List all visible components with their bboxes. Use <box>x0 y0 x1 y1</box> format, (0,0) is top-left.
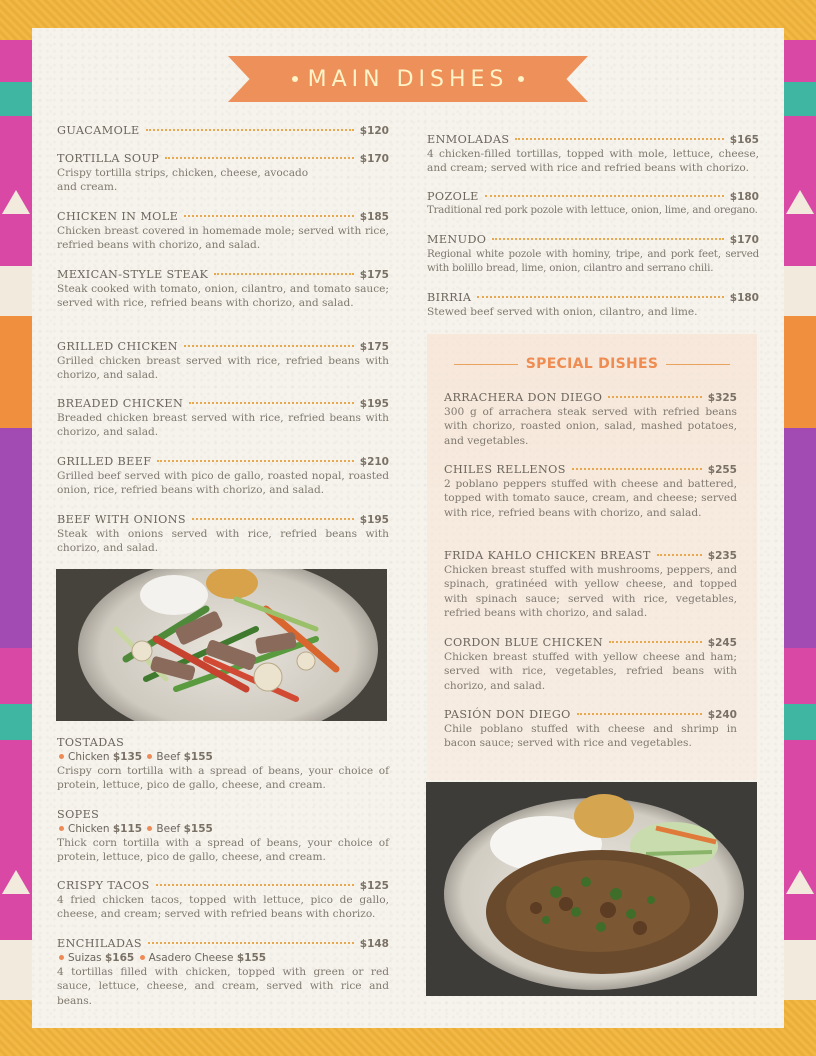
menu-item <box>427 190 759 218</box>
item-name: POZOLE <box>427 190 479 203</box>
menu-item <box>57 268 389 311</box>
divider <box>666 364 730 365</box>
item-price: $255 <box>707 464 737 476</box>
menu-item <box>57 455 389 498</box>
item-name: MEXICAN-STYLE STEAK <box>57 268 209 281</box>
divider <box>454 364 518 365</box>
item-price: $175 <box>359 269 389 281</box>
item-description: 300 g of arrachera steak served with refried beans with chorizo, roasted onion, salad, mashed potatoes, and vegetables. <box>444 406 737 447</box>
item-price: $195 <box>359 398 389 410</box>
dotted-leader <box>485 195 724 197</box>
menu-item <box>57 879 389 922</box>
menu-item <box>57 340 389 383</box>
item-description: Steak with onions served with rice, refried beans with chorizo, and salad. <box>57 528 389 555</box>
menu-item <box>427 233 759 276</box>
item-description: Stewed beef served with onion, cilantro, and lime. <box>427 306 698 318</box>
menu-item <box>57 210 389 253</box>
bullet-icon <box>140 955 145 960</box>
special-item <box>444 636 737 693</box>
item-name: BIRRIA <box>427 291 472 304</box>
border-triangle <box>786 870 814 894</box>
dotted-leader <box>184 345 354 347</box>
item-price: $235 <box>707 550 737 562</box>
dotted-leader <box>192 518 354 520</box>
item-description: 4 chicken-filled tortillas, topped with mole, lettuce, cheese, and cream; served with rice and refried beans with chorizo. <box>427 148 759 175</box>
menu-item <box>57 736 389 793</box>
item-description: Chile poblano stuffed with cheese and shrimp in bacon sauce; served with rice and vegetables. <box>444 723 737 750</box>
item-description: Regional white pozole with hominy, tripe, and pork feet, served with bolillo bread, lime, onion, cilantro and serrano chili. <box>427 248 759 275</box>
item-name: TORTILLA SOUP <box>57 152 160 165</box>
dotted-leader <box>515 138 723 140</box>
title-ribbon <box>228 56 588 102</box>
item-description: Grilled beef served with pico de gallo, roasted nopal, roasted onion, rice, refried beans with chorizo, and salad. <box>57 470 389 497</box>
special-item <box>444 463 737 520</box>
dish-photo-special <box>426 782 757 996</box>
dotted-leader <box>184 215 354 217</box>
item-price: $245 <box>707 637 737 649</box>
item-name: CORDON BLUE CHICKEN <box>444 636 604 649</box>
option-label: Chicken <box>68 823 110 835</box>
item-price: $120 <box>359 125 389 137</box>
item-price: $180 <box>729 191 759 203</box>
item-price: $325 <box>707 392 737 404</box>
item-description: Chicken breast stuffed with mushrooms, peppers, and spinach, gratinéed with yellow cheese, and topped with spinach sauce; served with rice, vegetables, refried beans with chorizo, and salad. <box>444 564 737 620</box>
bullet-icon <box>59 955 64 960</box>
option-label: Chicken <box>68 751 110 763</box>
bullet-icon <box>147 826 152 831</box>
option-label: Beef <box>156 823 181 835</box>
dish-illustration <box>56 569 387 721</box>
dotted-leader <box>572 468 702 470</box>
dotted-leader <box>146 129 354 131</box>
item-description: Grilled chicken breast served with rice, refried beans with chorizo, and salad. <box>57 355 389 382</box>
item-price: $175 <box>359 341 389 353</box>
item-price: $165 <box>729 134 759 146</box>
item-name: GRILLED BEEF <box>57 455 152 468</box>
item-name: CHICKEN IN MOLE <box>57 210 179 223</box>
item-description: Crispy corn tortilla with a spread of beans, your choice of protein, lettuce, pico de gallo, cheese, and cream. <box>57 765 389 792</box>
option-price: $165 <box>105 952 135 964</box>
item-price: $170 <box>729 234 759 246</box>
option-price: $155 <box>236 952 267 964</box>
dotted-leader <box>148 942 354 944</box>
border-triangle <box>2 190 30 214</box>
item-description: Traditional red pork pozole with lettuce, onion, lime, and oregano. <box>427 205 758 216</box>
item-description: Steak cooked with tomato, onion, cilantro, and tomato sauce; served with rice, refried beans with chorizo, and salad. <box>57 283 389 310</box>
special-item <box>444 549 737 621</box>
item-price: $125 <box>359 880 389 892</box>
item-description: Chicken breast stuffed with yellow cheese and ham; served with rice, vegetables, refried beans with chorizo, and salad. <box>444 651 737 692</box>
page-title <box>228 56 588 102</box>
menu-item <box>57 513 389 556</box>
option-label: Beef <box>156 751 181 763</box>
item-name: TOSTADAS <box>57 736 125 749</box>
menu-item <box>57 808 389 865</box>
item-price: $195 <box>359 514 389 526</box>
item-price: $180 <box>729 292 759 304</box>
menu-item <box>57 152 389 195</box>
menu-item <box>57 124 389 138</box>
dotted-leader <box>657 554 702 556</box>
special-item <box>444 391 737 448</box>
dotted-leader <box>214 273 354 275</box>
special-dishes-heading <box>427 354 757 374</box>
item-description: Breaded chicken breast served with rice, refried beans with chorizo, and salad. <box>57 412 389 439</box>
item-description: 2 poblano peppers stuffed with cheese and battered, topped with tomato sauce, cream, and cheese; served with rice, refried beans with chorizo, and salad. <box>444 478 737 519</box>
dotted-leader <box>156 884 354 886</box>
option-label: Suizas <box>68 952 102 964</box>
dot-icon <box>292 76 298 82</box>
dot-icon <box>518 76 524 82</box>
option-price: $115 <box>112 823 143 835</box>
item-name: BEEF WITH ONIONS <box>57 513 186 526</box>
item-name: CHILES RELLENOS <box>444 463 566 476</box>
item-price: $148 <box>359 938 389 950</box>
dotted-leader <box>608 396 701 398</box>
item-description: 4 fried chicken tacos, topped with lettuce, pico de gallo, cheese, and cream; served with refried beans with chorizo. <box>57 894 389 921</box>
dotted-leader <box>165 157 354 159</box>
item-description: Thick corn tortilla with a spread of beans, your choice of protein, lettuce, pico de gallo, cheese, and cream. <box>57 837 389 864</box>
item-name: SOPES <box>57 808 100 821</box>
bullet-icon <box>59 826 64 831</box>
dotted-leader <box>577 713 702 715</box>
item-name: ARRACHERA DON DIEGO <box>444 391 603 404</box>
item-description: Chicken breast covered in homemade mole; served with rice, refried beans with chorizo, and salad. <box>57 225 389 252</box>
item-description: Crispy tortilla strips, chicken, cheese, avocado and cream. <box>57 167 309 194</box>
item-name: FRIDA KAHLO CHICKEN BREAST <box>444 549 651 562</box>
bullet-icon <box>147 754 152 759</box>
item-name: GRILLED CHICKEN <box>57 340 178 353</box>
item-name: BREADED CHICKEN <box>57 397 184 410</box>
menu-item <box>57 397 389 440</box>
item-description: 4 tortillas filled with chicken, topped with green or red sauce, lettuce, cheese, and cream, served with rice and beans. <box>57 966 389 1007</box>
dotted-leader <box>609 641 702 643</box>
dotted-leader <box>189 402 354 404</box>
bullet-icon <box>59 754 64 759</box>
option-price: $155 <box>183 751 213 763</box>
dish-photo-beef-with-onions <box>56 569 387 721</box>
item-price: $185 <box>359 211 389 223</box>
dotted-leader <box>157 460 353 462</box>
item-price: $210 <box>359 456 389 468</box>
item-name: GUACAMOLE <box>57 124 140 137</box>
option-label: Asadero Cheese <box>148 952 234 964</box>
special-item <box>444 708 737 751</box>
menu-item <box>57 937 389 1008</box>
border-triangle <box>786 190 814 214</box>
item-name: ENCHILADAS <box>57 937 142 950</box>
dish-illustration <box>426 782 757 996</box>
dotted-leader <box>477 296 723 298</box>
item-options <box>57 951 389 965</box>
page-title-text: MAIN DISHES <box>307 66 509 92</box>
dotted-leader <box>492 238 723 240</box>
item-price: $170 <box>359 153 389 165</box>
item-name: PASIÓN DON DIEGO <box>444 708 571 721</box>
menu-item <box>427 133 759 176</box>
item-options <box>57 822 389 836</box>
item-name: MENUDO <box>427 233 487 246</box>
border-triangle <box>2 870 30 894</box>
item-name: ENMOLADAS <box>427 133 510 146</box>
option-price: $155 <box>183 823 213 835</box>
item-price: $240 <box>707 709 737 721</box>
item-name: CRISPY TACOS <box>57 879 150 892</box>
option-price: $135 <box>112 751 143 763</box>
menu-item <box>427 291 759 319</box>
item-options <box>57 750 389 764</box>
section-title: SPECIAL DISHES <box>525 356 659 372</box>
